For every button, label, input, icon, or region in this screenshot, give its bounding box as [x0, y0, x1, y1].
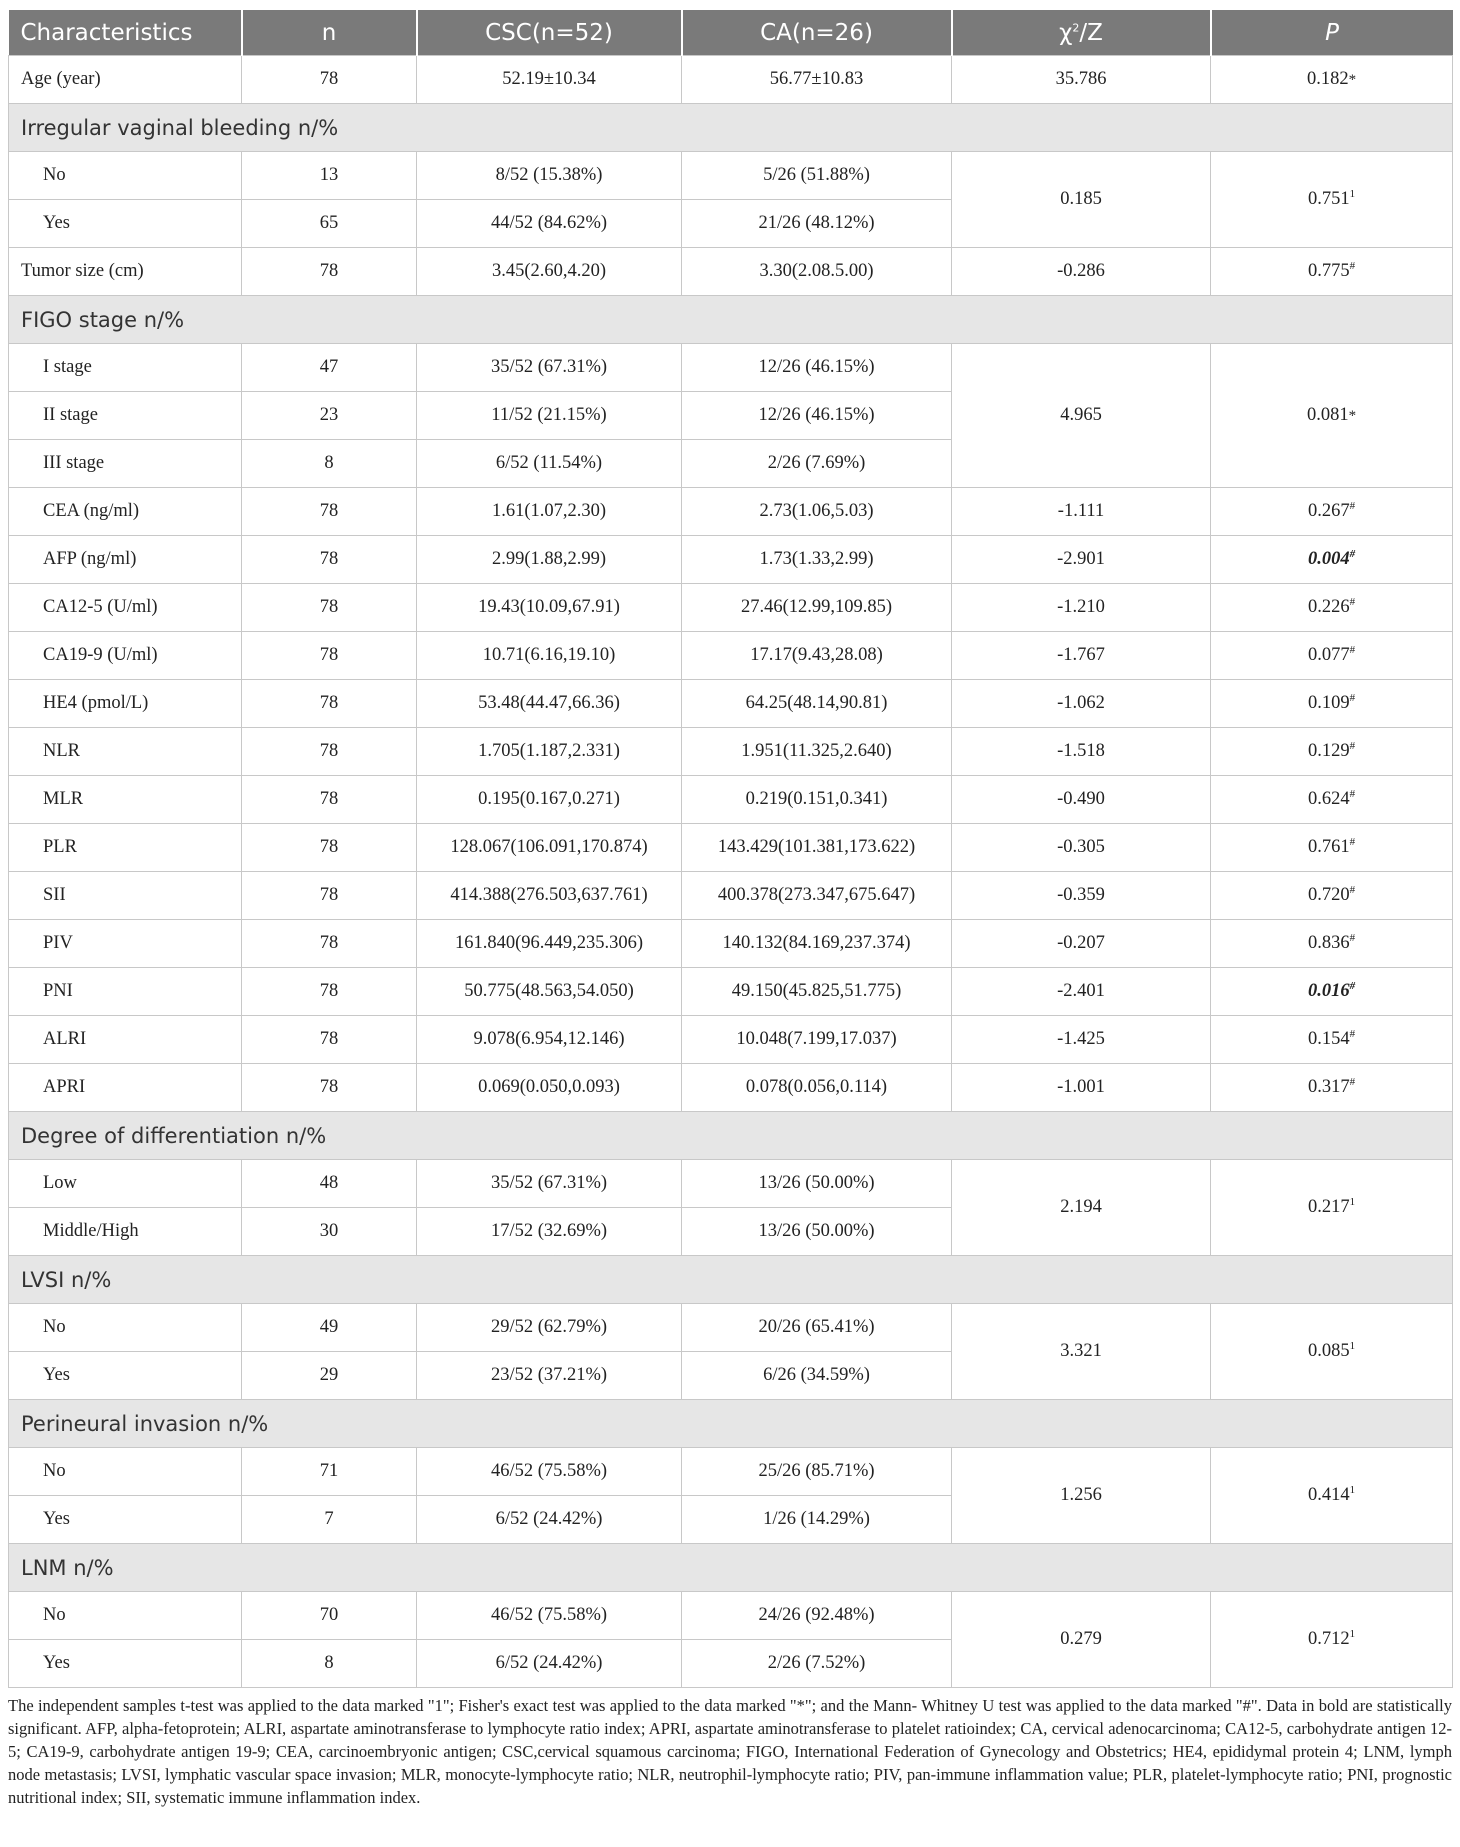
table-row	[9, 920, 1453, 968]
section-title: LNM n/%	[9, 1544, 1453, 1592]
table-row	[9, 1160, 1453, 1208]
cell-ca: 6/26 (34.59%)	[682, 1352, 952, 1400]
row-label: No	[9, 1448, 242, 1496]
p-marker: 1	[1349, 1627, 1356, 1640]
cell-p	[1211, 1304, 1453, 1400]
cell-p	[1211, 584, 1453, 632]
cell-ca: 49.150(45.825,51.775)	[682, 968, 952, 1016]
table-row	[9, 632, 1453, 680]
cell-n: 78	[242, 1016, 417, 1064]
cell-ca: 56.77±10.83	[682, 56, 952, 104]
p-marker: #	[1349, 499, 1356, 512]
cell-p	[1211, 1448, 1453, 1544]
p-value: 0.109	[1307, 693, 1350, 713]
cell-p	[1211, 152, 1453, 248]
table-row	[9, 1592, 1453, 1640]
cell-ca: 12/26 (46.15%)	[682, 392, 952, 440]
cell-ca: 17.17(9.43,28.08)	[682, 632, 952, 680]
cell-csc: 6/52 (11.54%)	[417, 440, 682, 488]
row-label: I stage	[9, 344, 242, 392]
cell-stat: 1.256	[952, 1448, 1211, 1544]
row-label: Yes	[9, 1640, 242, 1688]
cell-ca: 25/26 (85.71%)	[682, 1448, 952, 1496]
cell-csc: 8/52 (15.38%)	[417, 152, 682, 200]
cell-p	[1211, 344, 1453, 488]
p-value: 0.720	[1307, 885, 1350, 905]
row-label: II stage	[9, 392, 242, 440]
table-row	[9, 728, 1453, 776]
cell-stat: -2.401	[952, 968, 1211, 1016]
section-row	[9, 1112, 1453, 1160]
cell-csc: 35/52 (67.31%)	[417, 344, 682, 392]
cell-stat: 0.185	[952, 152, 1211, 248]
row-label: Yes	[9, 1352, 242, 1400]
cell-stat: -2.901	[952, 536, 1211, 584]
row-label: CA12-5 (U/ml)	[9, 584, 242, 632]
table-row	[9, 968, 1453, 1016]
section-title: FIGO stage n/%	[9, 296, 1453, 344]
p-value: 0.414	[1307, 1485, 1350, 1505]
section-title: Perineural invasion n/%	[9, 1400, 1453, 1448]
cell-stat: -1.210	[952, 584, 1211, 632]
row-label: Low	[9, 1160, 242, 1208]
cell-csc: 52.19±10.34	[417, 56, 682, 104]
cell-stat: -0.207	[952, 920, 1211, 968]
row-label: III stage	[9, 440, 242, 488]
cell-stat: -0.286	[952, 248, 1211, 296]
row-label: No	[9, 1304, 242, 1352]
cell-p	[1211, 1064, 1453, 1112]
table-container	[8, 10, 1452, 1809]
p-marker: #	[1349, 787, 1356, 800]
table-row	[9, 536, 1453, 584]
row-label: PLR	[9, 824, 242, 872]
cell-n: 78	[242, 584, 417, 632]
cell-p	[1211, 968, 1453, 1016]
header-p: P	[1211, 10, 1453, 56]
cell-stat: -1.001	[952, 1064, 1211, 1112]
header-stat: $\chi^2/Z$	[952, 10, 1211, 56]
cell-ca: 1/26 (14.29%)	[682, 1496, 952, 1544]
cell-n: 48	[242, 1160, 417, 1208]
p-marker: #	[1349, 739, 1356, 752]
p-value: 0.016	[1307, 981, 1350, 1001]
p-marker: 1	[1349, 1195, 1356, 1208]
cell-n: 78	[242, 632, 417, 680]
p-marker: #	[1349, 835, 1356, 848]
row-label: APRI	[9, 1064, 242, 1112]
cell-csc: 17/52 (32.69%)	[417, 1208, 682, 1256]
cell-stat: -1.425	[952, 1016, 1211, 1064]
cell-p	[1211, 872, 1453, 920]
p-value: 0.182	[1306, 69, 1349, 89]
header-csc: CSC(n=52)	[417, 10, 682, 56]
cell-n: 78	[242, 488, 417, 536]
section-row	[9, 104, 1453, 152]
p-marker: #	[1349, 259, 1356, 272]
cell-csc: 1.705(1.187,2.331)	[417, 728, 682, 776]
cell-csc: 50.775(48.563,54.050)	[417, 968, 682, 1016]
table-row	[9, 776, 1453, 824]
characteristics-table	[8, 10, 1453, 1688]
row-label: CA19-9 (U/ml)	[9, 632, 242, 680]
cell-p	[1211, 776, 1453, 824]
cell-n: 13	[242, 152, 417, 200]
cell-csc: 0.069(0.050,0.093)	[417, 1064, 682, 1112]
cell-stat: 0.279	[952, 1592, 1211, 1688]
cell-p	[1211, 536, 1453, 584]
cell-p	[1211, 680, 1453, 728]
cell-ca: 10.048(7.199,17.037)	[682, 1016, 952, 1064]
p-marker: #	[1349, 547, 1356, 560]
cell-stat: 2.194	[952, 1160, 1211, 1256]
row-label: HE4 (pmol/L)	[9, 680, 242, 728]
cell-csc: 2.99(1.88,2.99)	[417, 536, 682, 584]
cell-csc: 128.067(106.091,170.874)	[417, 824, 682, 872]
row-label: PNI	[9, 968, 242, 1016]
cell-n: 78	[242, 680, 417, 728]
table-row	[9, 872, 1453, 920]
cell-csc: 46/52 (75.58%)	[417, 1448, 682, 1496]
cell-ca: 2/26 (7.69%)	[682, 440, 952, 488]
cell-ca: 13/26 (50.00%)	[682, 1208, 952, 1256]
cell-ca: 2.73(1.06,5.03)	[682, 488, 952, 536]
row-label: Yes	[9, 200, 242, 248]
cell-n: 78	[242, 56, 417, 104]
cell-n: 47	[242, 344, 417, 392]
cell-stat: -0.359	[952, 872, 1211, 920]
section-row	[9, 296, 1453, 344]
cell-csc: 29/52 (62.79%)	[417, 1304, 682, 1352]
p-value: 0.129	[1307, 741, 1350, 761]
p-marker: *	[1348, 72, 1357, 88]
table-row	[9, 56, 1453, 104]
table-body	[9, 56, 1453, 1688]
section-title: Irregular vaginal bleeding n/%	[9, 104, 1453, 152]
p-marker: #	[1349, 1075, 1356, 1088]
cell-ca: 5/26 (51.88%)	[682, 152, 952, 200]
cell-n: 78	[242, 776, 417, 824]
cell-csc: 6/52 (24.42%)	[417, 1640, 682, 1688]
p-marker: #	[1349, 979, 1356, 992]
header-characteristics: Characteristics	[9, 10, 242, 56]
section-title: LVSI n/%	[9, 1256, 1453, 1304]
row-label: Yes	[9, 1496, 242, 1544]
cell-p	[1211, 920, 1453, 968]
cell-csc: 11/52 (21.15%)	[417, 392, 682, 440]
cell-stat: 4.965	[952, 344, 1211, 488]
cell-csc: 23/52 (37.21%)	[417, 1352, 682, 1400]
p-value: 0.081	[1306, 405, 1349, 425]
section-title: Degree of differentiation n/%	[9, 1112, 1453, 1160]
p-value: 0.004	[1307, 549, 1350, 569]
row-label: Middle/High	[9, 1208, 242, 1256]
cell-ca: 20/26 (65.41%)	[682, 1304, 952, 1352]
p-marker: #	[1349, 643, 1356, 656]
cell-csc: 53.48(44.47,66.36)	[417, 680, 682, 728]
section-row	[9, 1256, 1453, 1304]
cell-n: 8	[242, 1640, 417, 1688]
cell-stat: -1.767	[952, 632, 1211, 680]
cell-p	[1211, 488, 1453, 536]
cell-csc: 1.61(1.07,2.30)	[417, 488, 682, 536]
p-marker: #	[1349, 883, 1356, 896]
cell-stat: -1.111	[952, 488, 1211, 536]
cell-ca: 64.25(48.14,90.81)	[682, 680, 952, 728]
header-ca: CA(n=26)	[682, 10, 952, 56]
cell-p	[1211, 824, 1453, 872]
section-row	[9, 1400, 1453, 1448]
cell-n: 78	[242, 824, 417, 872]
cell-ca: 0.078(0.056,0.114)	[682, 1064, 952, 1112]
cell-ca: 2/26 (7.52%)	[682, 1640, 952, 1688]
cell-p	[1211, 1016, 1453, 1064]
p-value: 0.226	[1307, 597, 1350, 617]
cell-n: 71	[242, 1448, 417, 1496]
cell-stat: 3.321	[952, 1304, 1211, 1400]
row-label: Tumor size (cm)	[9, 248, 242, 296]
cell-ca: 21/26 (48.12%)	[682, 200, 952, 248]
cell-csc: 19.43(10.09,67.91)	[417, 584, 682, 632]
cell-n: 78	[242, 728, 417, 776]
cell-n: 78	[242, 248, 417, 296]
header-row	[9, 10, 1453, 56]
cell-csc: 10.71(6.16,19.10)	[417, 632, 682, 680]
row-label: AFP (ng/ml)	[9, 536, 242, 584]
cell-n: 49	[242, 1304, 417, 1352]
cell-csc: 0.195(0.167,0.271)	[417, 776, 682, 824]
cell-ca: 24/26 (92.48%)	[682, 1592, 952, 1640]
p-value: 0.154	[1307, 1029, 1350, 1049]
row-label: CEA (ng/ml)	[9, 488, 242, 536]
p-value: 0.624	[1307, 789, 1350, 809]
cell-p	[1211, 56, 1453, 104]
table-row	[9, 488, 1453, 536]
row-label: SII	[9, 872, 242, 920]
cell-ca: 3.30(2.08.5.00)	[682, 248, 952, 296]
p-marker: #	[1349, 595, 1356, 608]
cell-ca: 1.73(1.33,2.99)	[682, 536, 952, 584]
cell-p	[1211, 1160, 1453, 1256]
cell-csc: 161.840(96.449,235.306)	[417, 920, 682, 968]
cell-p	[1211, 728, 1453, 776]
p-value: 0.761	[1307, 837, 1350, 857]
p-marker: #	[1349, 691, 1356, 704]
row-label: No	[9, 1592, 242, 1640]
p-value: 0.751	[1307, 189, 1350, 209]
cell-n: 70	[242, 1592, 417, 1640]
p-marker: #	[1349, 1027, 1356, 1040]
cell-csc: 9.078(6.954,12.146)	[417, 1016, 682, 1064]
header-n: n	[242, 10, 417, 56]
cell-ca: 143.429(101.381,173.622)	[682, 824, 952, 872]
p-marker: 1	[1349, 187, 1356, 200]
table-row	[9, 584, 1453, 632]
p-marker: 1	[1349, 1339, 1356, 1352]
p-value: 0.267	[1307, 501, 1350, 521]
table-row	[9, 1304, 1453, 1352]
cell-n: 65	[242, 200, 417, 248]
cell-stat: -0.490	[952, 776, 1211, 824]
cell-n: 78	[242, 536, 417, 584]
cell-stat: 35.786	[952, 56, 1211, 104]
row-label: MLR	[9, 776, 242, 824]
p-value: 0.217	[1307, 1197, 1350, 1217]
table-row	[9, 1064, 1453, 1112]
cell-n: 29	[242, 1352, 417, 1400]
cell-n: 30	[242, 1208, 417, 1256]
p-marker: *	[1348, 408, 1357, 424]
table-row	[9, 248, 1453, 296]
cell-n: 8	[242, 440, 417, 488]
cell-csc: 3.45(2.60,4.20)	[417, 248, 682, 296]
cell-csc: 35/52 (67.31%)	[417, 1160, 682, 1208]
p-value: 0.317	[1307, 1077, 1350, 1097]
table-row	[9, 824, 1453, 872]
section-row	[9, 1544, 1453, 1592]
p-value: 0.712	[1307, 1629, 1350, 1649]
row-label: ALRI	[9, 1016, 242, 1064]
cell-p	[1211, 632, 1453, 680]
row-label: PIV	[9, 920, 242, 968]
cell-ca: 400.378(273.347,675.647)	[682, 872, 952, 920]
table-row	[9, 152, 1453, 200]
cell-stat: -1.518	[952, 728, 1211, 776]
cell-p	[1211, 1592, 1453, 1688]
cell-n: 78	[242, 920, 417, 968]
cell-n: 78	[242, 872, 417, 920]
cell-n: 23	[242, 392, 417, 440]
cell-p	[1211, 248, 1453, 296]
p-value: 0.775	[1307, 261, 1350, 281]
cell-stat: -0.305	[952, 824, 1211, 872]
cell-csc: 6/52 (24.42%)	[417, 1496, 682, 1544]
table-row	[9, 1016, 1453, 1064]
cell-ca: 12/26 (46.15%)	[682, 344, 952, 392]
table-row	[9, 680, 1453, 728]
row-label: No	[9, 152, 242, 200]
cell-ca: 140.132(84.169,237.374)	[682, 920, 952, 968]
p-value: 0.836	[1307, 933, 1350, 953]
p-marker: #	[1349, 931, 1356, 944]
cell-csc: 44/52 (84.62%)	[417, 200, 682, 248]
cell-n: 7	[242, 1496, 417, 1544]
table-footnote: The independent samples t-test was applied to the data marked "1"; Fisher's exact test was applied to the data marked "*"; and the Mann- Whitney U test was applied to the data marked "#". Data in bold are statistically significant. AFP, alpha-fetoprotein; ALRI, aspartate aminotransferase to lymphocyte ratio index; APRI, aspartate aminotransferase to platelet ratioindex; CA, cervical adenocarcinoma; CA12-5, carbohydrate antigen 12-5; CA19-9, carbohydrate antigen 19-9; CEA, carcinoembryonic antigen; CSC,cervical squamous carcinoma; FIGO, International Federation of Gynecology and Obstetrics; HE4, epididymal protein 4; LNM, lymph node metastasis; LVSI, lymphatic vascular space invasion; MLR, monocyte-lymphocyte ratio; NLR, neutrophil-lymphocyte ratio; PIV, pan-immune inflammation value; PLR, platelet-lymphocyte ratio; PNI, prognostic nutritional index; SII, systematic immune inflammation index.	[8, 1696, 1452, 1807]
table-row	[9, 344, 1453, 392]
row-label: NLR	[9, 728, 242, 776]
cell-csc: 46/52 (75.58%)	[417, 1592, 682, 1640]
cell-ca: 0.219(0.151,0.341)	[682, 776, 952, 824]
cell-ca: 13/26 (50.00%)	[682, 1160, 952, 1208]
p-value: 0.077	[1307, 645, 1350, 665]
cell-n: 78	[242, 1064, 417, 1112]
cell-csc: 414.388(276.503,637.761)	[417, 872, 682, 920]
p-value: 0.085	[1307, 1341, 1350, 1361]
table-row	[9, 1448, 1453, 1496]
p-marker: 1	[1349, 1483, 1356, 1496]
cell-ca: 27.46(12.99,109.85)	[682, 584, 952, 632]
cell-stat: -1.062	[952, 680, 1211, 728]
cell-n: 78	[242, 968, 417, 1016]
cell-ca: 1.951(11.325,2.640)	[682, 728, 952, 776]
row-label: Age (year)	[9, 56, 242, 104]
